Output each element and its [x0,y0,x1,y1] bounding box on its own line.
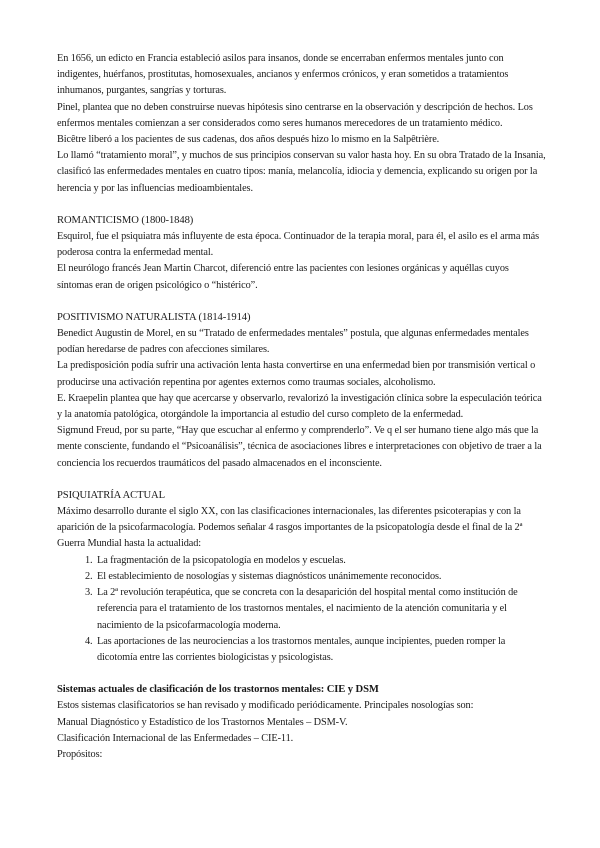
list-item: 4. Las aportaciones de las neurociencias a los trastornos mentales, aunque incipientes, pueden romper la dicotomía entre las corrientes biologicistas y psicologistas. [95,634,547,666]
paragraph: Estos sistemas clasificatorios se han revisado y modificado periódicamente. Principales nosologías son: [57,700,474,712]
paragraph: Sigmund Freud, por su parte, “Hay que escuchar al enfermo y comprenderlo”. Ve q el ser humano tiene algo más que la mente consciente, fundando el “Psicoanálisis”, técnica de asociaciones libres e interpretaciones con objetivo de traer a la conciencia los recuerdos traumáticos del pasado almacenados en el inconsciente. [57,425,542,469]
document-body [57,51,547,763]
paragraph: En 1656, un edicto en Francia estableció asilos para insanos, donde se encerraban enfermos mentales junto con indigentes, huérfanos, prostitutas, homosexuales, ancianos y enfermos crónicos, y eran sometidos a tratamientos inhumanos, purgantes, sangrías y torturas. [57,53,509,97]
section-heading: ROMANTICISMO (1800-1848) [57,214,194,226]
spacer [57,472,547,488]
spacer [57,666,547,682]
paragraph: Clasificación Internacional de las Enfermedades – CIE-11. [57,732,294,744]
section-sistemas-clasificacion [57,682,547,763]
paragraph: Manual Diagnóstico y Estadístico de los Trastornos Mentales – DSM-V. [57,716,348,728]
section-heading: Sistemas actuales de clasificación de los trastornos mentales: CIE y DSM [57,684,379,696]
section-positivismo [57,310,547,472]
paragraph: Esquirol, fue el psiquiatra más influyente de esta época. Continuador de la terapia moral, para él, el asilo es el arma más poderosa contra la enfermedad mental. [57,231,540,259]
section-heading: POSITIVISMO NATURALISTA (1814-1914) [57,311,251,323]
paragraph: E. Kraepelin plantea que hay que acercarse y observarlo, revalorizó la investigación clínica sobre la especulación teórica y la anatomía patológica, otorgándole la importancia al estudio del curso completo de la enfermedad. [57,392,542,421]
spacer [57,197,547,213]
paragraph: Benedict Augustin de Morel, en su “Tratado de enfermedades mentales” postula, que algunas enfermedades mentales podían heredarse de padres con afecciones similares. [57,328,529,356]
spacer [57,294,547,310]
paragraph: El neurólogo francés Jean Martin Charcot, diferenció entre las pacientes con lesiones orgánicas y aquéllas cuyos síntomas eran de origen psicológico o “histérico”. [57,263,509,291]
paragraph: Máximo desarrollo durante el siglo XX, con las clasificaciones internacionales, las diferentes psicoterapias y con la aparición de la psicofarmacología. Podemos señalar 4 rasgos importantes de la psicopatología desde el final de la 2ª Guerra Mundial hasta la actualidad: [57,506,523,550]
numbered-list [57,553,547,666]
paragraph: Bicêtre liberó a los pacientes de sus cadenas, dos años después hizo lo mismo en la Salpêtrière. [57,134,440,146]
paragraph: Lo llamó “tratamiento moral”, y muchos de sus principios conservan su valor hasta hoy. En su obra Tratado de la Insania, clasificó las enfermedades mentales en cuatro tipos: manía, melancolía, idiocia y demencia, explicando su origen por la herencia y por las influencias medioambientales. [57,150,546,194]
paragraph: La predisposición podía sufrir una activación lenta hasta convertirse en una enfermedad bien por transmisión vertical o producirse una activación repentina por agentes externos como traumas sociales, alcoholismo. [57,360,536,388]
list-item: 2. El establecimiento de nosologías y sistemas diagnósticos unánimemente reconocidos. [95,569,547,585]
section-heading: PSIQUIATRÍA ACTUAL [57,489,165,501]
paragraph: Propósitos: [57,748,103,760]
list-item: 1. La fragmentación de la psicopatología en modelos y escuelas. [95,553,547,569]
section-psiquiatria-actual [57,488,547,666]
list-item: 3. La 2ª revolución terapéutica, que se concreta con la desaparición del hospital mental como institución de referencia para el tratamiento de los trastornos mentales, el nacimiento de la atención comunitaria y el nacimiento de la psicofarmacología moderna. [95,585,547,634]
section-intro [57,51,547,197]
paragraph: Pinel, plantea que no deben construirse nuevas hipótesis sino centrarse en la observación y descripción de hechos. Los enfermos mentales comienzan a ser considerados como seres humanos merecedores de un tratamiento médico. [57,101,533,129]
section-romanticismo [57,213,547,294]
